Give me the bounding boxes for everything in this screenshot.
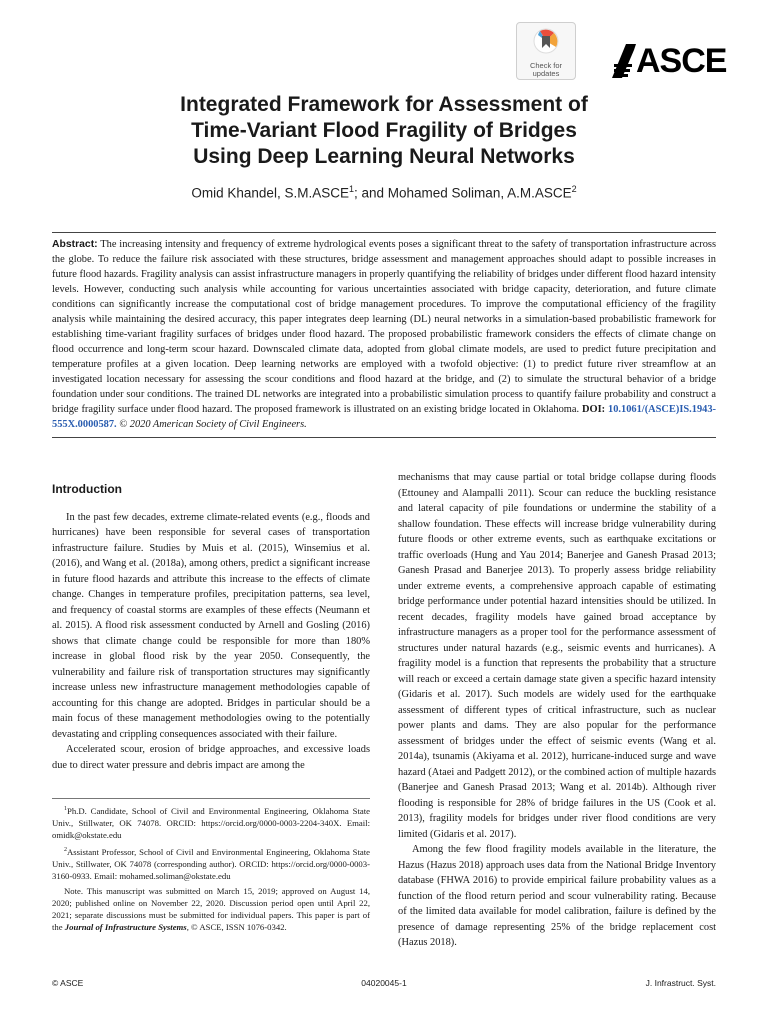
doi-label: DOI: [582, 404, 606, 415]
footnotes [52, 798, 370, 936]
introduction-heading: Introduction [52, 482, 122, 496]
author-separator: ; and [353, 185, 388, 201]
author-line [60, 184, 708, 201]
title-line: Integrated Framework for Assessment of [180, 93, 588, 116]
author-2: Mohamed Soliman, A.M.ASCE [387, 185, 572, 201]
title-line: Using Deep Learning Neural Networks [193, 145, 575, 168]
footnote-1 [52, 803, 370, 841]
footer-article-number: 04020045-1 [361, 978, 407, 988]
paper-title [60, 92, 708, 170]
journal-name: Journal of Infrastructure Systems [64, 921, 187, 932]
title-line: Time-Variant Flood Fragility of Bridges [191, 119, 577, 142]
footer-journal: J. Infrastruct. Syst. [645, 978, 716, 988]
intro-paragraph-2: Accelerated scour, erosion of bridge approaches, and excessive loads due to direct water pressure and debris impact are among the [52, 744, 370, 771]
footnote-2-text: Assistant Professor, School of Civil and Environmental Engineering, Oklahoma State Univ., Stillwater, OK 74078 (corresponding author). ORCID: https://orcid.org/0000-0003-3160-0933. Email: mohamed.soliman@okstate.edu [52, 846, 370, 881]
bookmark-icon [532, 27, 560, 57]
check-badge-line1: Check for [529, 61, 563, 70]
copyright-notice: © 2020 American Society of Civil Engineers. [116, 419, 307, 430]
author-1-affiliation: 1 [348, 184, 354, 194]
footnote-2-mark: 2 [64, 846, 67, 853]
footnote-2 [52, 844, 370, 882]
abstract-label: Abstract: [52, 239, 98, 250]
doi-link[interactable]: 10.1061/(ASCE)IS.1943-555X.0000587. [52, 404, 716, 430]
right-paragraph-2: Among the few flood fragility models available in the literature, the Hazus (Hazus 2018) approach uses data from the National Bridge Inventory database (FHWA 2016) to provide empirical failure probability values as a function of the flood return period and scour vulnerability rating. Because of the limited data available for model calibration, failure is defined by the presence of damage representing 25% of the bridge replacement cost (Hazus 2018). [398, 844, 716, 948]
abstract-text: The increasing intensity and frequency of extreme hydrological events poses a significant threat to the safety of transportation infrastructure across the globe. To reduce the failure risk associated with these structures, bridge assessment and management approaches should adapt to possible increases in future flood hazards. Fragility analysis can assist infrastructure managers in properly quantifying the reliability of bridges under different flood hazard intensity levels. However, conducting such analysis while accounting for various uncertainties associated with bridge capacity, deterioration, and future climate conditions can significantly increase the computational cost of bridge management procedures. To improve the computational efficiency of the fragility analysis while maintaining the desired accuracy, this paper integrates deep learning (DL) neural networks in a simulation-based probabilistic framework for establishing time-variant fragility surfaces of bridges under flood hazard. The proposed probabilistic framework considers the effects of climate change on flood occurrence and long-term scour hazard. Downscaled climate data, adopted from global climate models, are used to predict future precipitation and temperature profiles at a given location. Deep learning networks are employed with a twofold objective: (1) to predict future river streamflow at an investigated location necessary for assessing the scour conditions and flood hazard at the bridge, and (2) to simulate the structural behavior of a bridge foundation under sour conditions. The trained DL networks are integrated into a probabilistic simulation process to quantify failure probability and construct a bridge fragility surface under flood hazard. The proposed framework is illustrated on an existing bridge located in Oklahoma. [52, 239, 716, 415]
footnote-1-mark: 1 [64, 806, 67, 812]
abstract-paragraph [52, 237, 716, 432]
note-text: Note. This manuscript was submitted on March 15, 2019; approved on August 14, 2020; published online on November 22, 2020. Discussion period open until April 22, 2021; separate discussions must be submitted for individual papers. This paper is part of the [52, 885, 370, 932]
check-for-updates-badge[interactable] [516, 22, 576, 80]
page-footer [52, 978, 716, 992]
check-badge-line2: updates [532, 69, 560, 78]
footer-copyright: © ASCE [52, 978, 84, 988]
abstract-section [52, 232, 716, 438]
author-1: Omid Khandel, S.M.ASCE [191, 185, 349, 201]
left-column [52, 478, 370, 773]
note-end: , © ASCE, ISSN 1076-0342. [186, 921, 287, 932]
right-paragraph-1: mechanisms that may cause partial or total bridge collapse during floods (Ettouney and Alampalli 2011). Scour can reduce the buckling resistance and lateral capacity of pile foundations or undermine the stability of a shallow foundation. These effects will increase bridge vulnerability during future floods or other extreme events, such as earthquake excitations or traffic overloads (Hung and Yau 2014; Banerjee and Ganesh Prasad 2013; Ganesh Prasad and Banerjee 2013). To properly assess bridge reliability under extreme events, a comprehensive approach capable of estimating bridge performance under potential hazard intensities should be utilized. In recent decades, fragility models have gained broad acceptance by infrastructure managers as a proper tool for the performance assessment of structures under natural hazards (e.g., seismic events and hurricanes). A fragility model is a function that represents the probability that a structure will reach or exceed a certain damage state given a specific hazard intensity (Gidaris et al. 2017). Such models are widely used for the earthquake assessment of different types of critical infrastructure, such as nuclear power plants and dams. They are also popular for the performance assessment of bridges under the effect of seismic events (Wang et al. 2014a), tsunamis (Akiyama et al. 2012), hurricane-induced surge and wave hazard (Ataei and Padgett 2012), or the combined action of multiple hazards (Banerjee and Ganesh Prasad 2013; Wang et al. 2014b). Although river flooding is responsible for 28% of bridge failures in the US (Cook et al. 2013), fragility models for bridges under river flood conditions are very limited (Gidaris et al. 2017). [398, 472, 716, 840]
intro-paragraph-1: In the past few decades, extreme climate-related events (e.g., floods and hurricanes) have been responsible for several cases of transportation infrastructure failure. Studies by Muis et al. (2015), Winsemius et al. (2016), and Wang et al. (2018a), among others, predict a significant increase in future flood hazards and attribute this increase to the effects of climate change. Changes in temperature profiles, precipitation patterns, sea level, and frequency of coastal storms are examples of these effects (Neumann et al. 2015). A flood risk assessment conducted by Arnell and Gosling (2016) shows that climate change could be responsible for more than 180% increase in global flood risk by the year 2050. Consequently, the vulnerability and failure risk of transportation structures may significantly increase unless new infrastructure management methodologies capable of accounting for this change are adopted. Bridges in particular should be a main focus of these management methodologies owing to the potentially devastating and crippling consequences associated with their failure. [52, 511, 370, 740]
author-2-affiliation: 2 [571, 184, 577, 194]
asce-logo-text: ASCE [636, 42, 727, 80]
footnote-1-text: Ph.D. Candidate, School of Civil and Environmental Engineering, Oklahoma State Univ., Stillwater, OK 74078. ORCID: https://orcid.org/0000-0003-2204-340X. Email: omidk@okstate.edu [52, 805, 370, 840]
right-column [398, 470, 716, 951]
submission-note [52, 885, 370, 933]
